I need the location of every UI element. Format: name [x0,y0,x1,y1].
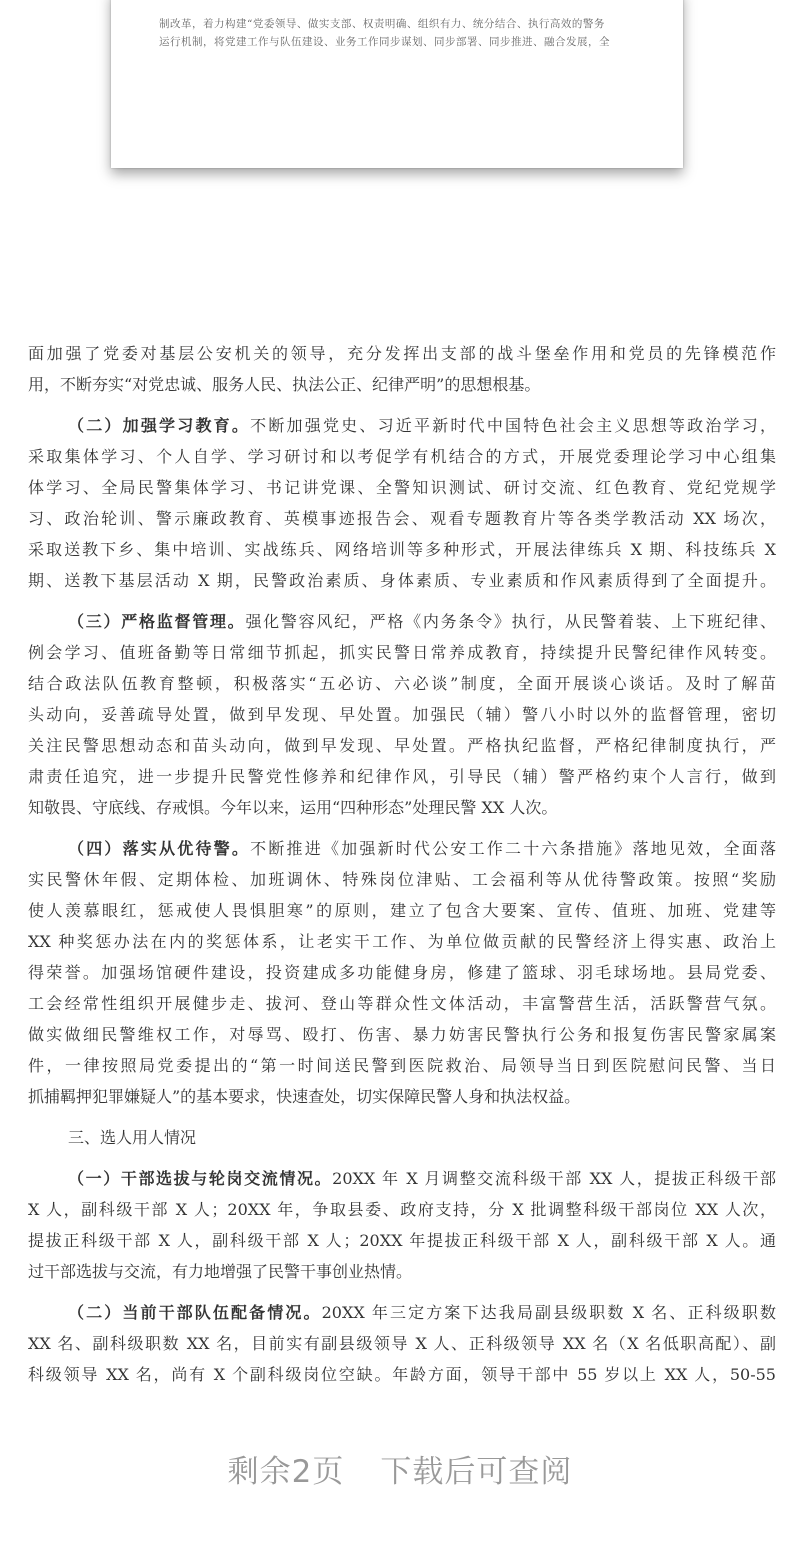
text-line: 实民警休年假、定期体检、加班调休、特殊岗位津贴、工会福利等从优待警政策。按照“奖励 [28,870,776,889]
document-body [28,338,776,1390]
preview-line: 制改革，着力构建“党委领导、做实支部、权责明确、组织有力、统分结合、执行高效的警务 [159,18,605,30]
download-prompt[interactable] [0,1446,800,1491]
text-line: 做实做细民警维权工作，对辱骂、殴打、伤害、暴力妨害民警执行公务和报复伤害民警家属案 [28,1025,776,1044]
text-line: 使人羡慕眼红，惩戒使人畏惧胆寒”的原则，建立了包含大要案、宣传、值班、加班、党建等 [28,901,776,920]
paragraph-heading: （二）当前干部队伍配备情况。 [68,1303,322,1322]
preview-line: 运行机制，将党建工作与队伍建设、业务工作同步谋划、同步部署、同步推进、融合发展，全 [159,36,610,48]
text-line: 采取集体学习、个人自学、学习研讨和以考促学有机结合的方式，开展党委理论学习中心组集 [28,447,776,466]
text-line: 件，一律按照局党委提出的“第一时间送民警到医院救治、局领导当日到医院慰问民警、当日 [28,1056,776,1075]
text-line: 头动向，妥善疏导处置，做到早发现、早处置。加强民（辅）警八小时以外的监督管理，密切 [28,705,776,724]
paragraph-heading: （二）加强学习教育。 [68,416,251,435]
download-to-view-text[interactable]: 下载后可查阅 [380,1454,573,1490]
text-line: XX 种奖惩办法在内的奖惩体系，让老实干工作、为单位做贡献的民警经济上得实惠、政治上 [28,932,776,951]
text-line: 过干部选拔与交流，有力地增强了民警干事创业热情。 [28,1262,413,1281]
paragraph-first-line: （三）严格监督管理。强化警容风纪，严格《内务条令》执行，从民警着装、上下班纪律、 [68,612,776,631]
paragraph-first-line: （二）加强学习教育。不断加强党史、习近平新时代中国特色社会主义思想等政治学习， [68,416,776,435]
text-line: 抓捕羁押犯罪嫌疑人”的基本要求，快速查处，切实保障民警人身和执法权益。 [28,1087,581,1106]
text-line: 提拔正科级干部 X 人，副科级干部 X 人；20XX 年提拔正科级干部 X 人，副科级干部 X 人。通 [28,1231,776,1250]
paragraph-heading: （一）干部选拔与轮岗交流情况。 [68,1169,333,1188]
paragraph-heading: （三）严格监督管理。 [68,612,246,631]
text-line: 工会经常性组织开展健步走、拔河、登山等群众性文体活动，丰富警营生活，活跃警营气氛。 [28,994,776,1013]
text-line: 体学习、全局民警集体学习、书记讲党课、全警知识测试、研讨交流、红色教育、党纪党规学 [28,478,776,497]
document-preview-card [111,0,683,168]
text-line: 结合政法队伍教育整顿，积极落实“五必访、六必谈”制度，全面开展谈心谈话。及时了解苗 [28,674,776,693]
text-line: 习、政治轮训、警示廉政教育、英模事迹报告会、观看专题教育片等各类学教活动 XX 场次， [28,509,776,528]
text-line: XX 名、副科级职数 XX 名，目前实有副县级领导 X 人、正科级领导 XX 名（X 名低职高配）、副 [28,1334,776,1353]
text-line: 面加强了党委对基层公安机关的领导，充分发挥出支部的战斗堡垒作用和党员的先锋模范作 [28,344,776,363]
paragraph-heading: （四）落实从优待警。 [68,839,251,858]
text-line: 科级领导 XX 名，尚有 X 个副科级岗位空缺。年龄方面，领导干部中 55 岁以上 XX 人，50-55 [28,1365,776,1384]
text-line: 用，不断夯实“对党忠诚、服务人民、执法公正、纪律严明”的思想根基。 [28,375,541,394]
text-line: 期、送教下基层活动 X 期，民警政治素质、身体素质、专业素质和作风素质得到了全面提升。 [28,571,776,590]
text-line: 采取送教下乡、集中培训、实战练兵、网络培训等多种形式，开展法律练兵 X 期、科技练兵 X [28,540,776,559]
paragraph-first-line: （二）当前干部队伍配备情况。20XX 年三定方案下达我局副县级职数 X 名、正科级职数 [68,1303,776,1322]
text-line: X 人，副科级干部 X 人；20XX 年，争取县委、政府支持，分 X 批调整科级干部岗位 XX 人次， [28,1200,776,1219]
section-heading: 三、选人用人情况 [68,1128,197,1147]
text-line: 肃责任追究，进一步提升民警党性修养和纪律作风，引导民（辅）警严格约束个人言行，做到 [28,767,776,786]
paragraph-first-line: （四）落实从优待警。不断推进《加强新时代公安工作二十六条措施》落地见效，全面落 [68,839,776,858]
remaining-pages-text: 剩余2页 [227,1454,345,1490]
text-line: 知敬畏、守底线、存戒惧。今年以来，运用“四种形态”处理民警 XX 人次。 [28,798,558,817]
paragraph-first-line: （一）干部选拔与轮岗交流情况。20XX 年 X 月调整交流科级干部 XX 人，提拔正科级干部 [68,1169,776,1188]
text-line: 得荣誉。加强场馆硬件建设，投资建成多功能健身房，修建了篮球、羽毛球场地。县局党委、 [28,963,776,982]
text-line: 例会学习、值班备勤等日常细节抓起，抓实民警日常养成教育，持续提升民警纪律作风转变。 [28,643,776,662]
text-line: 关注民警思想动态和苗头动向，做到早发现、早处置。严格执纪监督，严格纪律制度执行，严 [28,736,776,755]
